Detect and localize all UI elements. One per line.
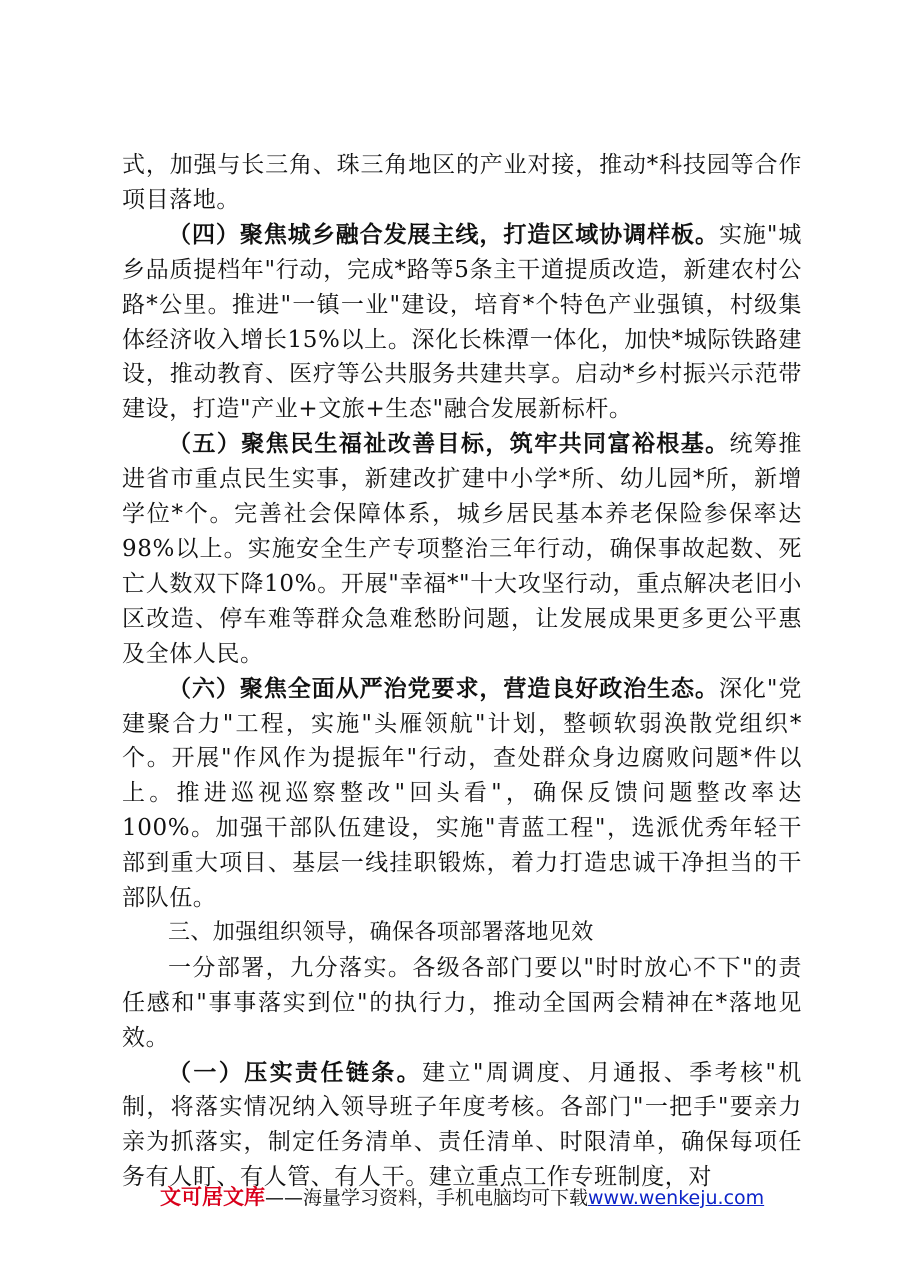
paragraph-lead: （一）压实责任链条。 [168, 1058, 423, 1086]
section-intro-paragraph [122, 951, 802, 1056]
paragraph-item-5 [122, 427, 802, 671]
footer-url-link[interactable]: www.wenkeju.com [588, 1187, 765, 1209]
paragraph-text: 深化"党建聚合力"工程，实施"头雁领航"计划，整顿软弱涣散党组织*个。开展"作风作为提振年"行动，查处群众身边腐败问题*件以上。推进巡视巡察整改"回头看"，确保反馈问题整改率达100%。加强干部队伍建设，实施"青蓝工程"，选派优秀年轻干部到重大项目、基层一线挂职锻炼，着力打造忠诚干净担当的干部队伍。 [122, 675, 802, 912]
paragraph-text: 式，加强与长三角、珠三角地区的产业对接，推动*科技园等合作项目落地。 [122, 152, 802, 213]
paragraph-lead: （五）聚焦民生福祉改善目标，筑牢共同富裕根基。 [168, 430, 730, 458]
paragraph-text: 建立"周调度、月通报、季考核"机制，将落实情况纳入领导班子年度考核。各部门"一把手"要亲力亲为抓落实，制定任务清单、责任清单、时限清单，确保每项任务有人盯、有人管、有人干。建立重点工作专班制度，对 [122, 1059, 802, 1191]
paragraph-lead: （四）聚焦城乡融合发展主线，打造区域协调样板。 [168, 220, 719, 248]
paragraph-item-4 [122, 218, 802, 427]
footer-brand: 文可居文库 [160, 1185, 265, 1209]
paragraph-text: 统筹推进省市重点民生实事，新建改扩建中小学*所、幼儿园*所，新增学位*个。完善社会保障体系，城乡居民基本养老保险参保率达98%以上。实施安全生产专项整治三年行动，确保事故起数、死亡人数双下降10%。开展"幸福*"十大攻坚行动，重点解决老旧小区改造、停车难等群众急难愁盼问题，让发展成果更多更公平惠及全体人民。 [122, 431, 802, 667]
paragraph-continuation [122, 148, 802, 218]
paragraph-text: 实施"城乡品质提档年"行动，完成*路等5条主干道提质改造，新建农村公路*公里。推进"一镇一业"建设，培育*个特色产业强镇，村级集体经济收入增长15%以上。深化长株潭一体化，加快*城际铁路建设，推动教育、医疗等公共服务共建共享。启动*乡村振兴示范带建设，打造"产业+文旅+生态"融合发展新标杆。 [122, 221, 802, 423]
paragraph-text: 一分部署，九分落实。各级各部门要以"时时放心不下"的责任感和"事事落实到位"的执行力，推动全国两会精神在*落地见效。 [122, 954, 802, 1051]
section-heading: 三、加强组织领导，确保各项部署落地见效 [168, 919, 594, 945]
footer-tagline: ——海量学习资料，手机电脑均可下载 [265, 1187, 589, 1209]
document-body [122, 148, 802, 1195]
section-item-1 [122, 1056, 802, 1196]
paragraph-item-6 [122, 672, 802, 916]
paragraph-lead: （六）聚焦全面从严治党要求，营造良好政治生态。 [168, 674, 719, 702]
footer-banner [160, 1182, 800, 1212]
